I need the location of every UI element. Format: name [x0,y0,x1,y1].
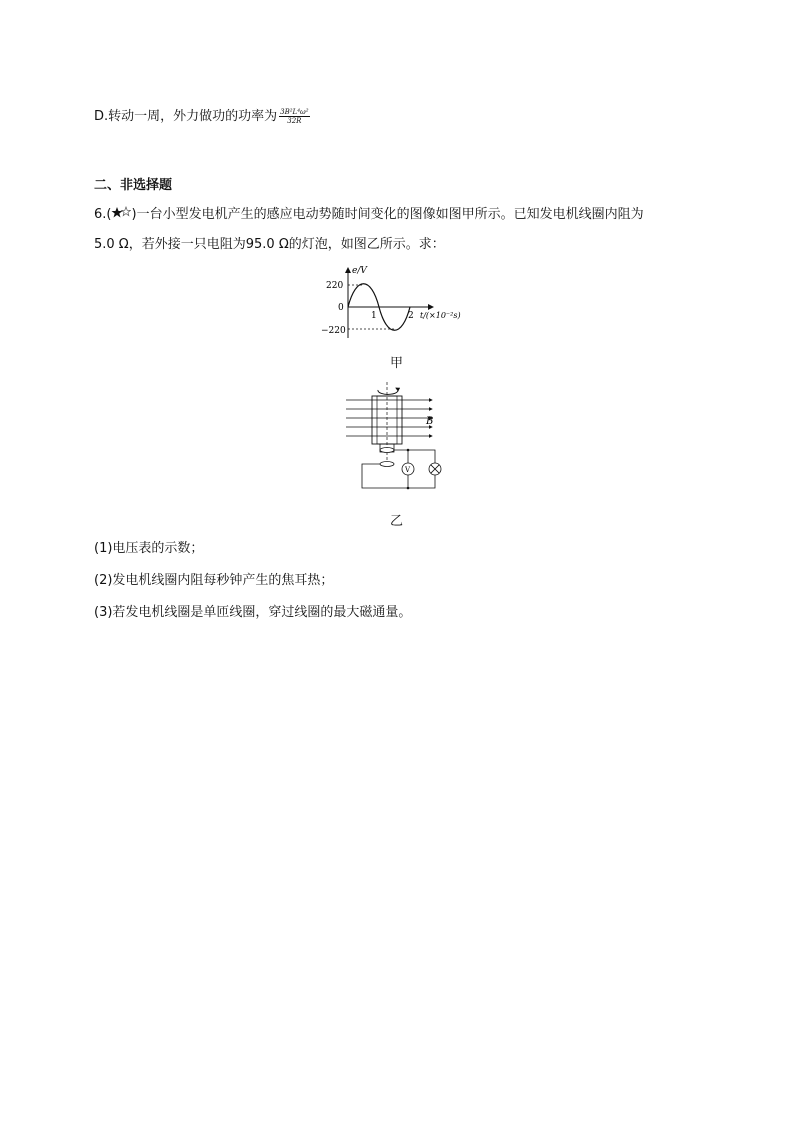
tick-2: 2 [408,311,414,321]
y-axis-label: e/V [352,266,367,276]
question-text-1: 一台小型发电机产生的感应电动势随时间变化的图像如图甲所示。已知发电机线圈内阻为 [136,207,644,222]
junction-dot [407,449,410,452]
section-title: 二、非选择题 [94,178,173,193]
difficulty-stars-icon [111,206,131,220]
wire-top [362,450,435,488]
voltmeter-label: V [405,466,411,474]
question-number-close: ) [131,207,137,222]
fraction-denominator: 32R [287,117,302,125]
option-d-text: D.转动一周，外力做功的功率为 [94,109,278,124]
sub-question-3: (3)若发电机线圈是单匝线圈，穿过线圈的最大磁通量。 [94,605,412,620]
tick-neg220: −220 [321,326,346,336]
option-d [94,108,310,126]
question-line-1 [94,206,644,224]
tick-0: 0 [338,303,344,313]
fraction-numerator: 3B²L⁴ω² [280,108,309,116]
question-line-2: 5.0 Ω，若外接一只电阻为95.0 Ω的灯泡，如图乙所示。求： [94,237,445,252]
figure-yi-caption: 乙 [390,514,404,529]
field-label: B [426,416,434,427]
rotation-arrow-icon [378,388,398,394]
sub-question-2: (2)发电机线圈内阻每秒钟产生的焦耳热； [94,573,334,588]
x-axis-label: t/(×10⁻²s) [420,311,461,320]
question-number: 6.( [94,207,112,222]
figure-jia-caption: 甲 [390,356,404,371]
figure-yi-circuit [340,378,460,496]
tick-220: 220 [326,281,344,291]
slip-ring-lower [380,462,394,467]
option-d-fraction [279,108,309,125]
sub-question-1: (1)电压表的示数； [94,541,204,556]
figure-jia-graph [318,262,478,342]
tick-1: 1 [371,311,377,321]
junction-dot [407,487,410,490]
slip-ring-upper [380,448,394,453]
